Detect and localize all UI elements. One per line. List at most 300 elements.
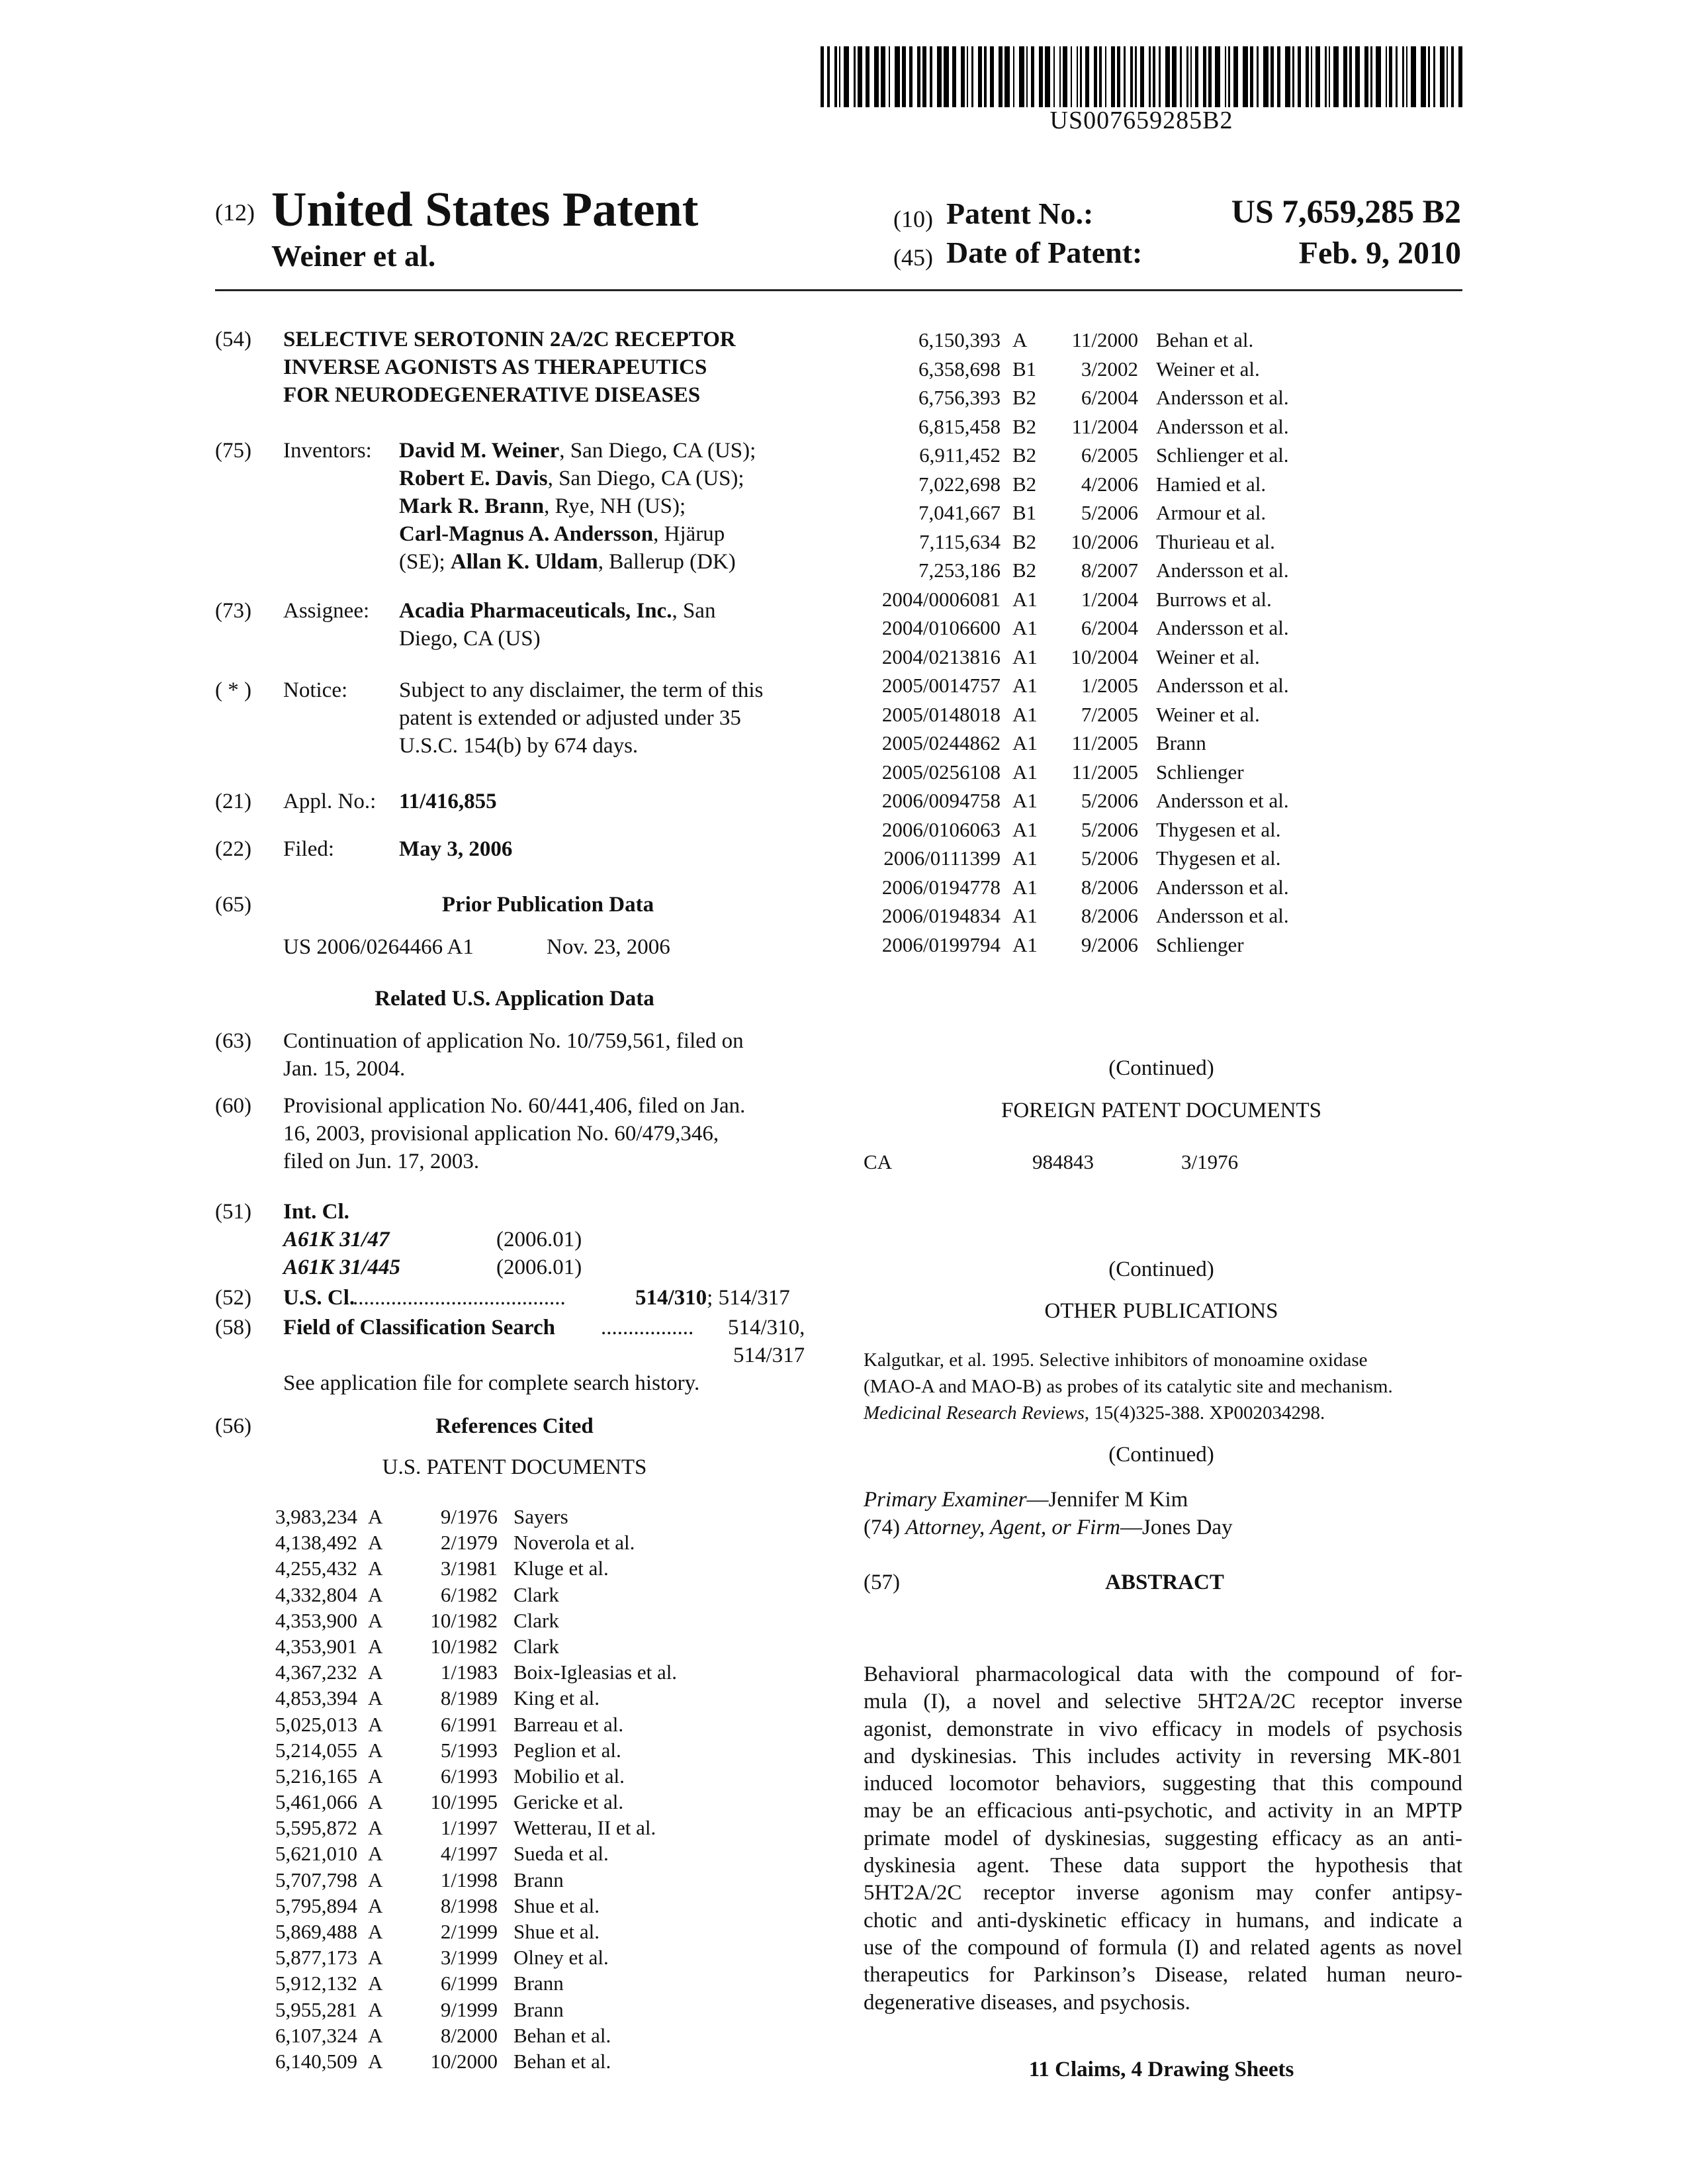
barcode-bar [1159,46,1161,107]
reference-number: 5,461,066 [275,1790,357,1814]
reference-date: 5/2006 [1081,789,1138,812]
patent-authors: Weiner et al. [271,239,436,273]
barcode-bar [1004,46,1010,107]
barcode-bar [922,46,926,107]
barcode-bar [971,46,973,107]
reference-inventor: Boix-Igleasias et al. [513,1661,678,1684]
reference-number: 2005/0244862 [881,731,1001,754]
assignee-location: , San [672,599,716,623]
int-cl-version: (2006.01) [496,1228,582,1251]
reference-date: 8/2007 [1081,559,1138,582]
barcode-bar [1045,46,1050,107]
barcode-bar [1343,46,1347,107]
reference-kind: A [368,1972,383,1995]
reference-kind: A [368,1842,383,1866]
inventor-location: , Ballerup (DK) [598,550,736,574]
barcode-bar [1428,46,1430,107]
barcode-bar [1117,46,1120,107]
barcode-bar [889,46,890,107]
barcode-bar [1433,46,1435,107]
barcode-bar [1190,46,1192,107]
barcode-bar [1195,46,1198,107]
barcode-bar [1257,46,1259,107]
reference-inventor: Andersson et al. [1156,875,1289,899]
barcode-bar [1026,46,1028,107]
reference-kind: A [368,1920,383,1943]
reference-date: 3/2002 [1081,357,1138,381]
barcode-bar [1402,46,1404,107]
reference-kind: A1 [1012,817,1038,841]
barcode-bar [1165,46,1170,107]
reference-date: 9/1976 [440,1505,498,1528]
invention-title-line: INVERSE AGONISTS AS THERAPEUTICS [283,355,707,379]
barcode-bar [866,46,869,107]
notice-line: patent is extended or adjusted under 35 [399,706,741,730]
reference-kind: A [368,1531,383,1555]
barcode-bar [1140,46,1144,107]
reference-date: 8/2006 [1081,904,1138,927]
reference-number: 5,707,798 [275,1868,357,1891]
barcode-bar [844,46,849,107]
publication-journal: Medicinal Research Reviews [864,1402,1085,1424]
barcode-bar [1149,46,1151,107]
barcode-bar [881,46,885,107]
reference-kind: A1 [1012,875,1038,899]
reference-date: 1/2005 [1081,674,1138,697]
field-22-code: (22) [215,837,251,861]
reference-kind: B2 [1012,559,1037,582]
barcode-bar [1421,46,1426,107]
reference-date: 10/1995 [430,1790,498,1814]
us-cl-primary: 514/310 [635,1286,707,1310]
reference-date: 6/2005 [1081,443,1138,467]
reference-number: 2006/0094758 [881,789,1001,812]
reference-number: 7,041,667 [918,501,1001,524]
publication-line: (MAO-A and MAO-B) as probes of its catalytic site and mechanism. [864,1376,1393,1397]
barcode-bar [1099,46,1102,107]
reference-kind: A1 [1012,789,1038,812]
barcode-bar [1225,46,1226,107]
reference-inventor: Wetterau, II et al. [513,1816,656,1840]
reference-number: 6,756,393 [918,386,1001,409]
barcode-bar [1285,46,1290,107]
reference-number: 3,983,234 [275,1505,357,1528]
reference-inventor: Weiner et al. [1156,357,1260,381]
reference-kind: A [368,1505,383,1528]
patent-title-header: United States Patent [271,183,699,237]
reference-inventor: Noverola et al. [513,1531,635,1555]
barcode-bar [1059,46,1061,107]
barcode-bar [1233,46,1238,107]
barcode-bar [1355,46,1360,107]
barcode-bar [1094,46,1097,107]
search-history-note: See application file for complete search history. [283,1371,700,1395]
reference-date: 11/2005 [1071,760,1138,784]
barcode-bar [1311,46,1312,107]
reference-inventor: Clark [513,1582,559,1606]
reference-kind: A1 [1012,904,1038,927]
reference-number: 2004/0006081 [881,587,1001,611]
barcode-bar [1111,46,1115,107]
barcode-bar [1124,46,1126,107]
barcode-bar [1180,46,1182,107]
inventor-location: , San Diego, CA (US); [547,467,744,490]
abstract-line: degenerative diseases, and psychosis. [864,1990,1190,2015]
reference-inventor: Andersson et al. [1156,789,1289,812]
reference-number: 4,255,432 [275,1557,357,1580]
us-cl-dots: ....................................... [353,1286,566,1310]
inventor-name: Robert E. Davis [399,467,548,490]
barcode-bar [952,46,956,107]
reference-date: 8/1998 [440,1893,498,1917]
abstract-line: induced locomotor behaviors, suggesting that this compound [864,1772,1462,1796]
barcode-bar [1063,46,1067,107]
reference-number: 2006/0194778 [881,875,1001,899]
reference-inventor: King et al. [513,1686,600,1710]
barcode-bar [1406,46,1407,107]
barcode-bar [967,46,968,107]
reference-inventor: Andersson et al. [1156,386,1289,409]
reference-date: 7/2005 [1081,702,1138,726]
reference-inventor: Andersson et al. [1156,616,1289,639]
reference-number: 2004/0106600 [881,616,1001,639]
barcode-bar [1458,46,1462,107]
inventor-name: Allan K. Uldam [450,550,598,574]
reference-kind: A [368,1686,383,1710]
barcode-bar [1135,46,1137,107]
reference-inventor: Schlienger [1156,933,1244,956]
publication-line: Kalgutkar, et al. 1995. Selective inhibitors of monoamine oxidase [864,1349,1368,1371]
barcode-bar [1080,46,1082,107]
publication-line: , 15(4)325-388. XP002034298. [1084,1402,1325,1424]
field-63-code: (63) [215,1029,251,1053]
barcode-bar [1208,46,1212,107]
barcode-bar [1172,46,1177,107]
other-publication-entry [864,1347,1462,1426]
barcode-bar [1085,46,1089,107]
reference-kind: A [368,1868,383,1891]
reference-number: 4,138,492 [275,1531,357,1555]
reference-date: 5/1993 [440,1738,498,1762]
barcode-bar [1186,46,1188,107]
int-cl-class: A61K 31/445 [283,1255,400,1279]
barcode-bar [1243,46,1248,107]
reference-kind: A [368,1816,383,1840]
reference-date: 1/1997 [440,1816,498,1840]
notice-line: U.S.C. 154(b) by 674 days. [399,734,639,758]
continuation-line: Jan. 15, 2004. [283,1057,406,1081]
barcode-bar [1396,46,1398,107]
reference-date: 8/2006 [1081,875,1138,899]
invention-title-line: FOR NEURODEGENERATIVE DISEASES [283,383,701,407]
reference-number: 6,911,452 [919,443,1001,467]
field-21-code: (21) [215,790,251,813]
reference-inventor: Thygesen et al. [1156,817,1281,841]
code-12: (12) [215,199,255,226]
reference-kind: A [368,1764,383,1788]
reference-number: 5,877,173 [275,1946,357,1970]
barcode-bar [1228,46,1230,107]
reference-number: 2004/0213816 [881,645,1001,668]
reference-inventor: Shue et al. [513,1893,600,1917]
reference-inventor: Olney et al. [513,1946,609,1970]
field-search-dots: ................. [601,1316,694,1340]
barcode-bar [1277,46,1280,107]
reference-date: 6/1991 [440,1712,498,1736]
barcode-bar [1013,46,1014,107]
provisional-line: Provisional application No. 60/441,406, filed on Jan. [283,1094,746,1118]
reference-inventor: Weiner et al. [1156,702,1260,726]
barcode-bar [1263,46,1269,107]
field-search-value: 514/317 [733,1343,805,1367]
barcode-bar [1333,46,1339,107]
notice-text [399,676,816,760]
barcode-bar [1329,46,1330,107]
barcode-bar [909,46,913,107]
primary-examiner [864,1486,1188,1514]
attorney [864,1514,1233,1541]
invention-title-line: SELECTIVE SEROTONIN 2A/2C RECEPTOR [283,328,736,351]
reference-inventor: Thurieau et al. [1156,529,1275,553]
code-10: (10) [893,206,933,232]
barcode-bar [1447,46,1448,107]
barcode-bar [1411,46,1416,107]
abstract-line: therapeutics for Parkinson’s Disease, related human neuro- [864,1963,1462,1987]
barcode-bar [1386,46,1387,107]
barcode-bar [834,46,837,107]
reference-kind: A [368,1557,383,1580]
us-cl-secondary: ; 514/317 [707,1286,790,1310]
inventor-name: David M. Weiner [399,439,560,463]
reference-kind: B2 [1012,443,1037,467]
reference-kind: A [368,1582,383,1606]
reference-kind: A1 [1012,846,1038,870]
attorney-name: —Jones Day [1120,1516,1233,1539]
reference-date: 3/1999 [440,1946,498,1970]
reference-date: 5/2006 [1081,846,1138,870]
reference-kind: A [368,2023,383,2047]
us-cl-label: U.S. Cl. [283,1286,355,1310]
reference-kind: A1 [1012,616,1038,639]
reference-date: 10/2000 [430,2049,498,2073]
reference-date: 1/1983 [440,1661,498,1684]
patent-number: US 7,659,285 B2 [1231,193,1461,230]
reference-number: 2005/0014757 [881,674,1001,697]
barcode-bar [1071,46,1072,107]
reference-inventor: Clark [513,1608,559,1632]
reference-inventor: Armour et al. [1156,501,1267,524]
int-cl-version: (2006.01) [496,1255,582,1279]
barcode-bar [1031,46,1034,107]
reference-number: 2005/0148018 [881,702,1001,726]
barcode-bar [1203,46,1206,107]
reference-date: 6/1982 [440,1582,498,1606]
barcode-image [821,46,1462,107]
barcode-bar [902,46,906,107]
reference-date: 1/1998 [440,1868,498,1891]
date-of-patent: Feb. 9, 2010 [1298,236,1461,271]
reference-inventor: Andersson et al. [1156,904,1289,927]
us-cl-value [635,1284,790,1312]
filed-value: May 3, 2006 [399,837,513,861]
reference-number: 2005/0256108 [881,760,1001,784]
assignee-name: Acadia Pharmaceuticals, Inc. [399,599,672,623]
reference-kind: A [368,1608,383,1632]
reference-inventor: Shue et al. [513,1920,600,1943]
reference-inventor: Gericke et al. [513,1790,624,1814]
reference-kind: B2 [1012,529,1037,553]
reference-inventor: Burrows et al. [1156,587,1272,611]
barcode-bar [978,46,982,107]
reference-date: 1/2004 [1081,587,1138,611]
field-51-code: (51) [215,1200,251,1224]
inventor-name: Carl-Magnus A. Andersson [399,522,654,546]
reference-number: 4,332,804 [275,1582,357,1606]
continuation-text [283,1027,744,1083]
reference-inventor: Kluge et al. [513,1557,609,1580]
reference-number: 7,022,698 [918,472,1001,496]
reference-number: 6,140,509 [275,2049,357,2073]
reference-date: 5/2006 [1081,501,1138,524]
field-54-code: (54) [215,328,251,351]
field-52-code: (52) [215,1286,251,1310]
reference-date: 4/1997 [440,1842,498,1866]
filed-label: Filed: [283,837,335,861]
reference-date: 8/1989 [440,1686,498,1710]
reference-kind: A [368,1997,383,2021]
reference-kind: B1 [1012,501,1037,524]
reference-date: 5/2006 [1081,817,1138,841]
reference-kind: A1 [1012,587,1038,611]
reference-kind: B1 [1012,357,1037,381]
barcode-bar [1349,46,1352,107]
barcode-bar [895,46,900,107]
reference-inventor: Brann [513,1972,564,1995]
references-heading: References Cited [435,1414,594,1438]
reference-number: 5,912,132 [275,1972,357,1995]
barcode-bar [917,46,920,107]
reference-inventor: Barreau et al. [513,1712,624,1736]
reference-date: 8/2000 [440,2023,498,2047]
barcode-bar [874,46,879,107]
header-rule [215,289,1462,291]
barcode-bar [999,46,1003,107]
related-app-heading: Related U.S. Application Data [375,987,654,1011]
continued-label: (Continued) [1108,1056,1214,1080]
barcode-bar [984,46,987,107]
reference-date: 10/2004 [1071,645,1138,668]
barcode-bar [961,46,965,107]
reference-number: 5,595,872 [275,1816,357,1840]
reference-number: 7,115,634 [919,529,1001,553]
barcode-bar [930,46,932,107]
reference-inventor: Clark [513,1634,559,1658]
reference-number: 4,353,900 [275,1608,357,1632]
barcode-bar [1376,46,1381,107]
reference-inventor: Weiner et al. [1156,645,1260,668]
abstract-line: mula (I), a novel and selective 5HT2A/2C receptor inverse [864,1690,1462,1714]
attorney-label: Attorney, Agent, or Firm [905,1516,1121,1539]
field-60-code: (60) [215,1094,251,1118]
barcode-bar [1364,46,1368,107]
inventor-name: Mark R. Brann [399,494,545,518]
reference-kind: A1 [1012,674,1038,697]
reference-inventor: Andersson et al. [1156,674,1289,697]
reference-number: 4,853,394 [275,1686,357,1710]
reference-number: 5,955,281 [275,1997,357,2021]
reference-inventor: Schlienger [1156,760,1244,784]
barcode-bar [1153,46,1155,107]
assignee-label: Assignee: [283,599,370,623]
reference-kind: A [368,1634,383,1658]
notice-label: Notice: [283,678,348,702]
foreign-docs-heading: FOREIGN PATENT DOCUMENTS [1001,1099,1322,1122]
examiner-label: Primary Examiner [864,1488,1027,1512]
reference-inventor: Schlienger et al. [1156,443,1289,467]
assignee-location: Diego, CA (US) [399,627,541,651]
abstract-line: chotic and anti-dyskinetic efficacy in humans, and indicate a [864,1908,1462,1933]
claims-drawing-sheets: 11 Claims, 4 Drawing Sheets [1028,2058,1294,2081]
reference-number: 5,869,488 [275,1920,357,1943]
barcode-bar [1039,46,1043,107]
reference-inventor: Sueda et al. [513,1842,609,1866]
reference-kind: A1 [1012,731,1038,754]
foreign-number: 984843 [1032,1150,1094,1173]
reference-date: 10/2006 [1071,529,1138,553]
reference-kind: A [368,1946,383,1970]
foreign-date: 3/1976 [1181,1150,1239,1173]
int-cl-label: Int. Cl. [283,1200,349,1224]
reference-date: 10/1982 [430,1608,498,1632]
reference-number: 4,367,232 [275,1661,357,1684]
reference-inventor: Behan et al. [513,2049,611,2073]
reference-date: 11/2005 [1071,731,1138,754]
barcode-bar [858,46,862,107]
inventor-location: , Hjärup [653,522,725,546]
patent-no-label: Patent No.: [946,197,1094,230]
inventors-label: Inventors: [283,439,372,463]
reference-date: 9/2006 [1081,933,1138,956]
barcode-bar [1315,46,1320,107]
us-docs-heading: U.S. PATENT DOCUMENTS [382,1455,647,1479]
reference-inventor: Behan et al. [513,2023,611,2047]
reference-date: 2/1979 [440,1531,498,1555]
reference-number: 5,621,010 [275,1842,357,1866]
appl-no-value: 11/416,855 [399,790,497,813]
abstract-line: and dyskinesias. This includes activity in reversing MK-801 [864,1744,1462,1768]
reference-inventor: Peglion et al. [513,1738,621,1762]
inventor-location: , Rye, NH (US); [544,494,686,518]
field-75-code: (75) [215,439,251,463]
reference-inventor: Brann [1156,731,1206,754]
inventor-location: , San Diego, CA (US); [559,439,756,463]
reference-number: 5,216,165 [275,1764,357,1788]
reference-date: 6/2004 [1081,616,1138,639]
reference-number: 5,214,055 [275,1738,357,1762]
abstract-line: use of the compound of formula (I) and related agents as novel [864,1935,1462,1960]
abstract-line: primate model of dyskinesias, suggesting efficacy as an anti- [864,1826,1462,1850]
barcode-bar [1077,46,1078,107]
field-search-value: 514/310, [728,1316,805,1340]
barcode-bar [1250,46,1253,107]
reference-kind: A1 [1012,645,1038,668]
barcode-bar [1389,46,1392,107]
date-of-patent-label: Date of Patent: [946,236,1143,269]
notice-line: Subject to any disclaimer, the term of this [399,678,764,702]
barcode-bar [827,46,830,107]
reference-kind: A1 [1012,760,1038,784]
reference-date: 9/1999 [440,1997,498,2021]
